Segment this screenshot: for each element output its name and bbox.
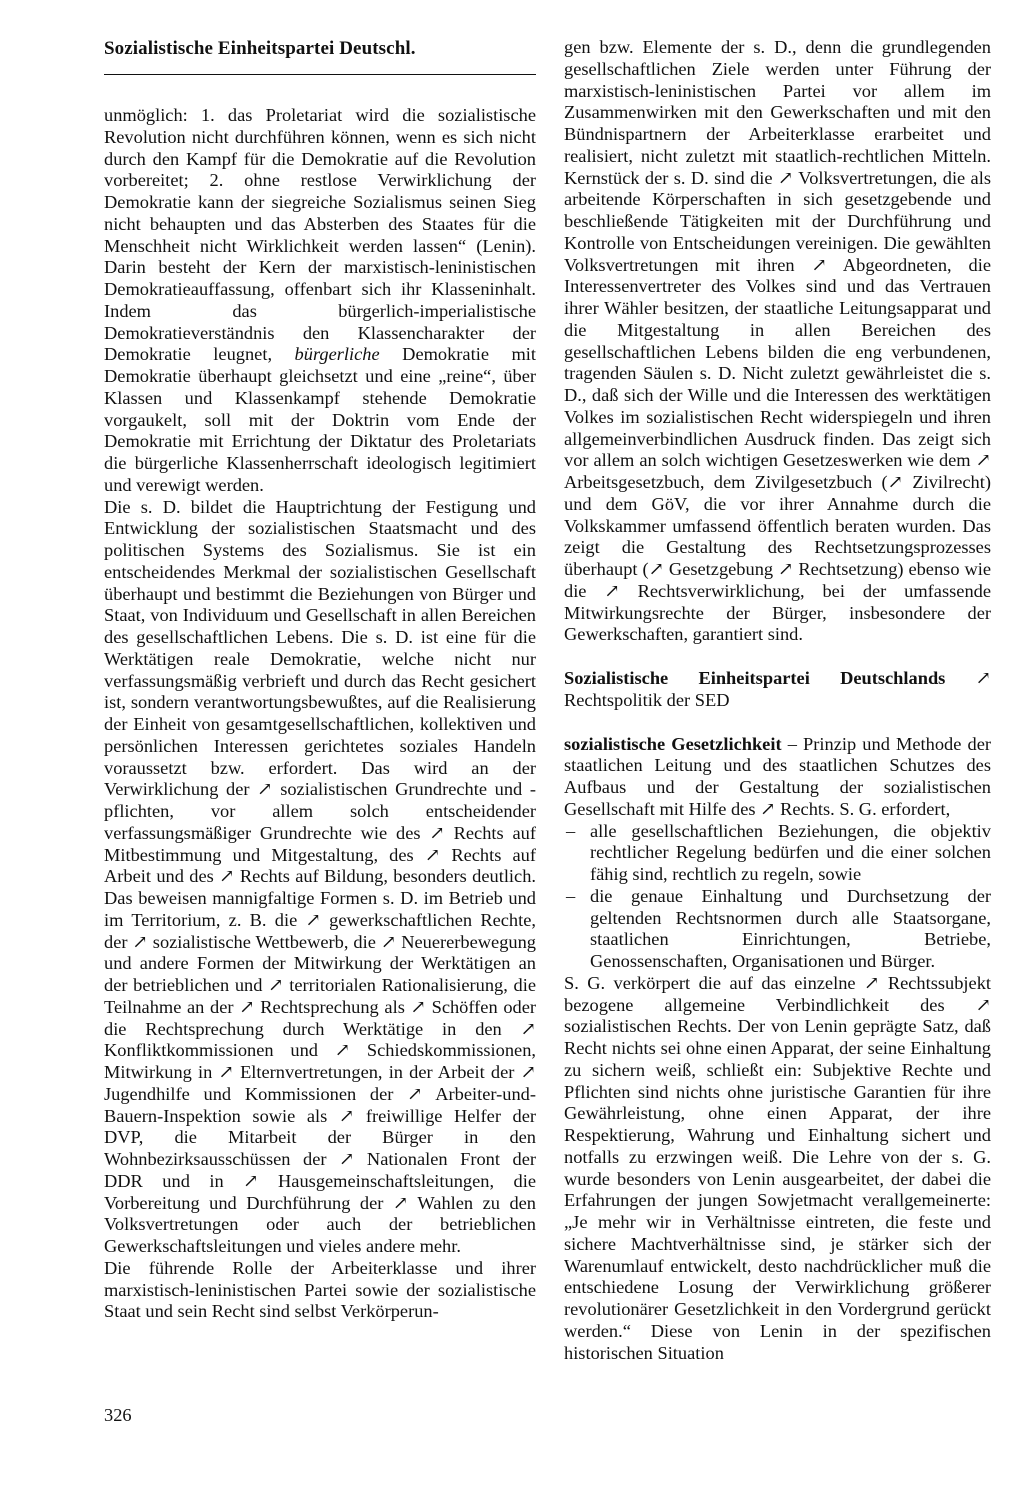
- dash-list: [564, 821, 991, 973]
- cross-reference: ↗ Rechtspolitik der SED: [564, 668, 991, 710]
- paragraph: S. G. verkörpert die auf das einzelne ↗ Rechtssubjekt bezogene allgemeine Verbindlichkeit des ↗ sozialistischen Rechts. Der von Lenin geprägte Satz, daß Recht nichts sei ohne einen Apparat, der seine Einhaltung zu sichern weiß, schließt ein: Subjektive Rechte und Pflichten sind nichts ohne juristische Garantien für ihre Gewährleistung, ohne einen Apparat, der ihre Respektierung, Wahrung und Einhaltung sichert und notfalls zu erzwingen weiß. Die Lehre von der s. G. wurde besonders von Lenin ausgearbeitet, der dabei die Erfahrungen der jungen Sowjetmacht verallgemeinerte: „Je mehr wir in Verhältnisse eintreten, die feste und sichere Machtverhältnisse sind, je stärker sich der Warenumlauf entwickelt, desto nachdrücklicher muß die entschiedene Losung der Verwirklichung größerer revolutionärer Gesetzlichkeit in den Vordergrund gerückt werden.“ Diese von Lenin in der spezifischen historischen Situation: [564, 972, 991, 1363]
- page-number: 326: [104, 1405, 132, 1425]
- list-item: – die genaue Einhaltung und Durchsetzung der geltenden Rechtsnormen durch alle Staatsorgane, staatlichen Einrichtungen, Betriebe, Genossenschaften, Organisationen und Bürger.: [564, 886, 991, 973]
- paragraph-text: unmöglich: 1. das Proletariat wird die sozialistische Revolution nicht durchführen können, wenn es sich nicht durch den Kampf für die Demokratie auf die Revolution vorbereitet; 2. ohne restlose Verwirklichung der Demokratie kann der siegreiche Sozialismus seinen Sieg nicht behaupten und das Absterben des Staates für die Menschheit nicht Wirklichkeit werden lassen“ (Lenin). Darin besteht der Kern der marxistisch-leninistischen Demokratieauffassung, offenbart sich ihr Klasseninhalt. Indem das bürgerlich-imperialistische Demokratieverständnis den Klassencharakter der Demokratie leugnet,: [104, 105, 536, 365]
- entry-headword: Sozialistische Einheitspartei Deutschlands: [564, 668, 946, 688]
- right-column: [564, 37, 991, 1364]
- running-head: Sozialistische Einheitspartei Deutschl.: [104, 38, 416, 59]
- left-column: [104, 105, 536, 1323]
- dictionary-entry-sed: [564, 668, 991, 712]
- paragraph: Die führende Rolle der Arbeiterklasse und ihrer marxistisch-leninistischen Partei sowie der sozialistische Staat und sein Recht sind selbst Verkörperun-: [104, 1257, 536, 1322]
- paragraph: gen bzw. Elemente der s. D., denn die grundlegenden gesellschaftlichen Ziele werden unter Führung der marxistisch-leninistischen Partei vor allem im Zusammenwirken mit den Gewerkschaften und mit den Bündnispartnern der Arbeiterklasse erarbeitet und realisiert, nicht zuletzt mit staatlich-rechtlichen Mitteln. Kernstück der s. D. sind die ↗ Volksvertretungen, die als arbeitende Körperschaften in sich gesetzgebende und beschließende Tätigkeiten mit der Durchführung und Kontrolle von Entscheidungen vereinigen. Die gewählten Volksvertretungen mit ihren ↗ Abgeordneten, die Interessenvertreter des Volkes sind und das Vertrauen ihrer Wähler besitzen, der staatliche Leitungsapparat und die Mitgestaltung in allen Bereichen des gesellschaftlichen Lebens bilden die eng verbundenen, tragenden Säulen s. D. Nicht zuletzt gewährleistet die s. D., daß sich der Wille und die Interessen des werktätigen Volkes im sozialistischen Recht widerspiegeln und ihren allgemeinverbindlichen Ausdruck finden. Das zeigt sich vor allem an solch wichtigen Gesetzeswerken wie dem ↗ Arbeitsgesetzbuch, dem Zivilgesetzbuch (↗ Zivilrecht) und dem GöV, die vor ihrer Annahme durch die Volkskammer umfassend öffentlich beraten wurden. Das zeigt die Gestaltung des Rechtsetzungsprozesses überhaupt (↗ Gesetzgebung ↗ Rechtsetzung) ebenso wie die ↗ Rechtsverwirklichung, bei der umfassende Mitwirkungsrechte der Bürger, insbesondere der Gewerkschaften, garantiert sind.: [564, 37, 991, 645]
- header-rule: [104, 74, 536, 75]
- paragraph: Die s. D. bildet die Hauptrichtung der Festigung und Entwicklung der sozialistischen Staatsmacht und des politischen Systems des Sozialismus. Sie ist ein entscheidendes Merkmal der sozialistischen Gesellschaft überhaupt und bestimmt die Beziehungen von Bürger und Staat, von Individuum und Gesellschaft in allen Bereichen des gesellschaftlichen Lebens. Die s. D. ist eine für die Werktätigen reale Demokratie, welche nicht nur verfassungsmäßig verbrieft und durch das Recht gesichert ist, sondern verantwortungsbewußtes, auf die Realisierung der Einheit von gesamtgesellschaftlichen, kollektiven und persönlichen Interessen gerichtetes soziales Handeln voraussetzt bzw. erfordert. Das wird an der Verwirklichung der ↗ sozialistischen Grundrechte und -pflichten, vor allem solch entscheidender verfassungsmäßiger Grundrechte wie des ↗ Rechts auf Mitbestimmung und Mitgestaltung, des ↗ Rechts auf Arbeit und des ↗ Rechts auf Bildung, besonders deutlich. Das beweisen mannigfaltige Formen s. D. im Betrieb und im Territorium, z. B. die ↗ gewerkschaftlichen Rechte, der ↗ sozialistische Wettbewerb, die ↗ Neuererbewegung und andere Formen der Mitwirkung der Werktätigen an der betrieblichen und ↗ territorialen Rationalisierung, die Teilnahme an der ↗ Rechtsprechung als ↗ Schöffen oder die Rechtsprechung durch Werktätige in den ↗ Konfliktkommissionen und ↗ Schiedskommissionen, Mitwirkung in ↗ Elternvertretungen, in der Arbeit der ↗ Jugendhilfe und Kommissionen der ↗ Arbeiter-und-Bauern-Inspektion sowie als ↗ freiwillige Helfer der DVP, die Mitarbeit der Bürger in den Wohnbezirksausschüssen der ↗ Nationalen Front der DDR und in ↗ Hausgemeinschaftsleitungen, die Vorbereitung und Durchführung der ↗ Wahlen zu den Volksvertretungen oder auch der betrieblichen Gewerkschaftsleitungen und vieles andere mehr.: [104, 496, 536, 1256]
- list-item: – alle gesellschaftlichen Beziehungen, die objektiv rechtlicher Regelung bedürfen und die einer solchen fähig sind, rechtlich zu regeln, sowie: [564, 821, 991, 886]
- entry-definition: – Prinzip und Methode der staatlichen Leitung und des staatlichen Schutzes des Aufbaus und der Gestaltung der sozialistischen Gesellschaft mit Hilfe des ↗ Rechts. S. G. erfordert,: [564, 733, 992, 819]
- paragraph-text: Demokratie mit Demokratie überhaupt gleichsetzt und eine „reine“, über Klassen und Klassenkampf stehende Demokratie vorgaukelt, soll mit der Doktrin vom Ende der Demokratie mit Errichtung der Diktatur des Proletariats die bürgerliche Klassenherrschaft ideologisch legitimiert und verewigt werden.: [104, 344, 537, 495]
- entry-headword: sozialistische Gesetzlichkeit: [564, 733, 782, 754]
- paragraph: [104, 105, 536, 497]
- italic-term: bürgerliche: [294, 344, 380, 365]
- dictionary-entry-gesetzlichkeit: [564, 734, 991, 821]
